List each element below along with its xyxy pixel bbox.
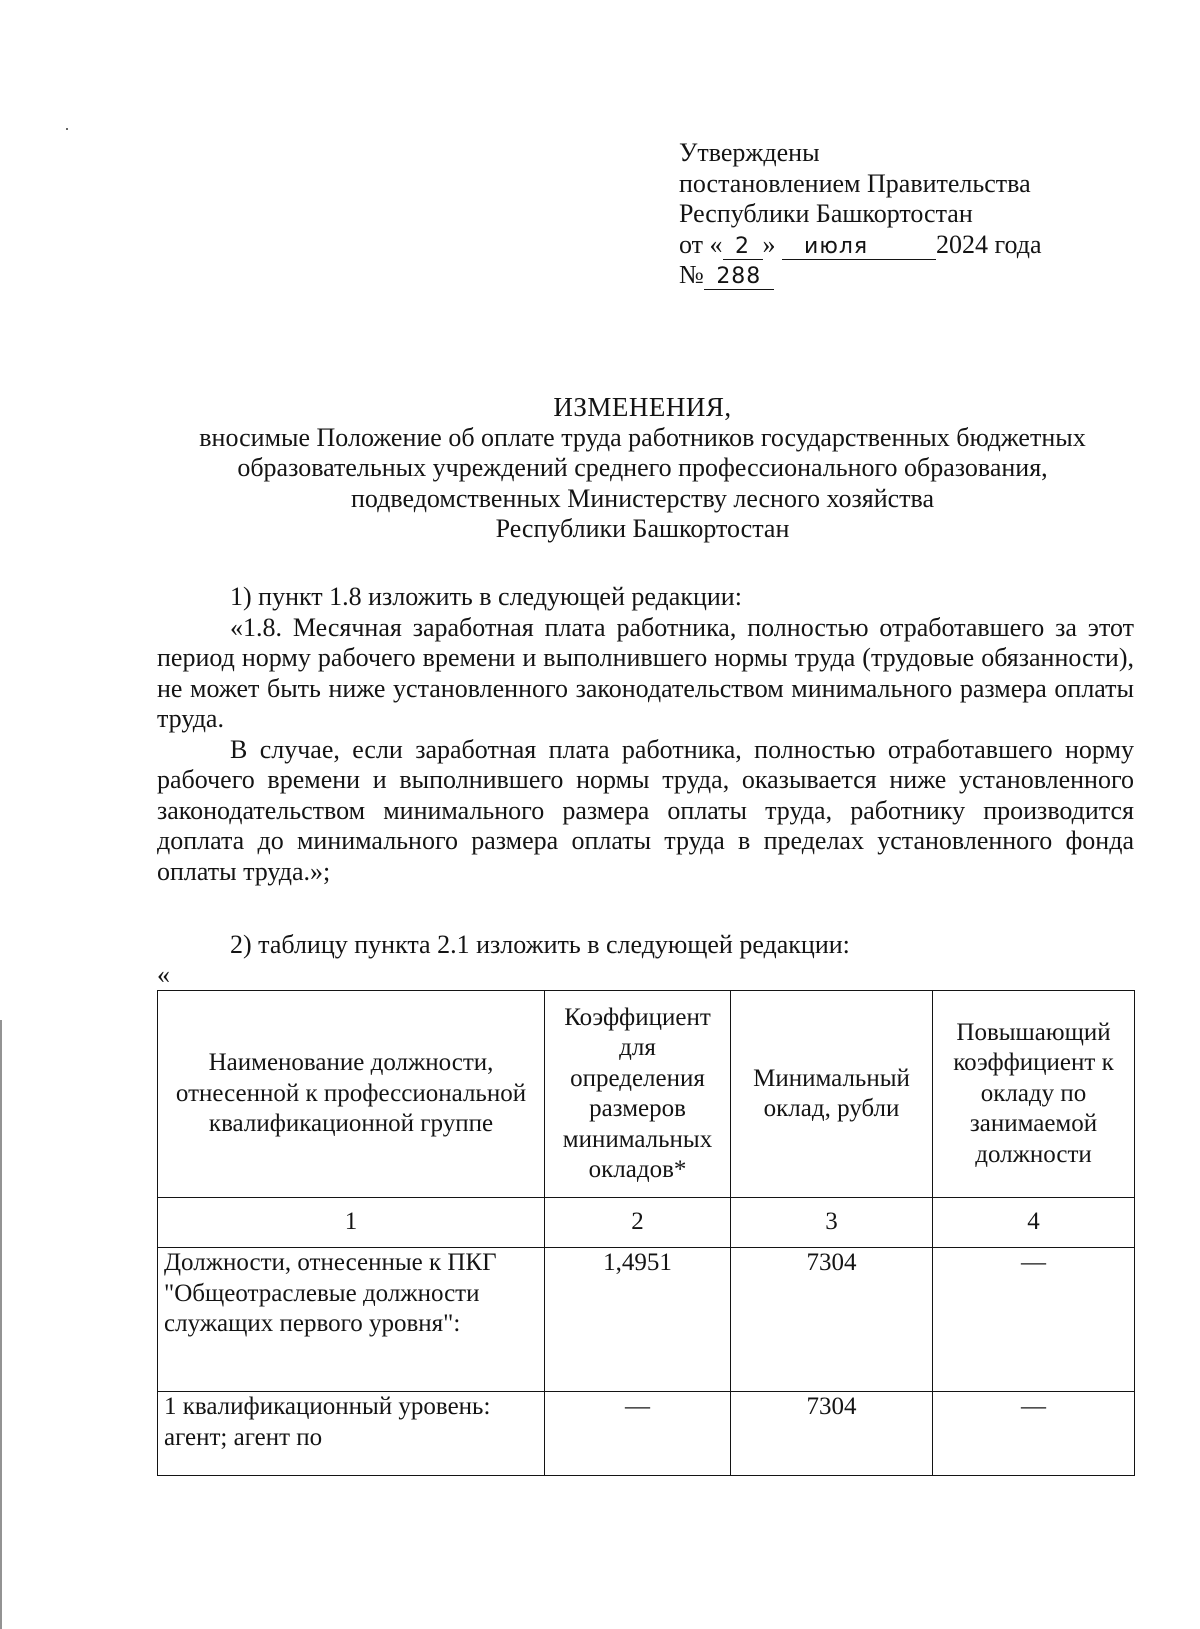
date-year: 2024 года bbox=[936, 229, 1042, 259]
scan-edge-shadow bbox=[0, 1020, 2, 1629]
approval-line-2: постановлением Правительства bbox=[679, 168, 1031, 198]
item-1-paragraph-2: В случае, если заработная плата работника, полностью отработавшего норму рабочего времени и выполнившего нормы труда, оказывается ниже установленного законодательством минимального размера оплаты труда, работнику производится доплата до минимального размера оплаты труда в пределах установленного фонда оплаты труда.»; bbox=[157, 734, 1134, 886]
cell-raising-coefficient: — bbox=[933, 1392, 1135, 1476]
date-prefix: от « bbox=[679, 229, 723, 259]
table-header-row bbox=[158, 991, 1135, 1198]
approval-number-line bbox=[679, 260, 1042, 291]
item-1-section bbox=[157, 582, 1134, 887]
salary-table bbox=[157, 990, 1135, 1476]
approval-date-line bbox=[679, 230, 1042, 261]
cell-position-name: Должности, отнесенные к ПКГ "Общеотраслевые должности служащих первого уровня": bbox=[158, 1248, 545, 1392]
approval-line-3: Республики Башкортостан bbox=[679, 199, 973, 228]
header-min-salary: Минимальный оклад, рубли bbox=[731, 991, 933, 1198]
header-position-name: Наименование должности, отнесенной к профессиональной квалификационной группе bbox=[158, 991, 545, 1198]
item-2-intro: 2) таблицу пункта 2.1 изложить в следующей редакции: bbox=[230, 930, 850, 959]
column-number: 1 bbox=[158, 1198, 545, 1248]
date-month: июля bbox=[782, 235, 936, 260]
cell-min-salary: 7304 bbox=[731, 1248, 933, 1392]
title-line-3: подведомственных Министерству лесного хозяйства bbox=[350, 483, 935, 513]
cell-coefficient: — bbox=[545, 1392, 731, 1476]
approval-stamp-block bbox=[679, 138, 1042, 291]
approval-line-1: Утверждены bbox=[679, 138, 820, 167]
title-line-1: вносимые Положение об оплате труда работников государственных бюджетных bbox=[199, 422, 1086, 452]
table-open-quote: « bbox=[157, 960, 170, 989]
title-line-4: Республики Башкортостан bbox=[495, 514, 790, 543]
title-main: ИЗМЕНЕНИЯ, bbox=[553, 392, 732, 422]
header-raising-coefficient: Повышающий коэффициент к окладу по занимаемой должности bbox=[933, 991, 1135, 1198]
scan-artifact bbox=[66, 128, 68, 130]
table-column-numbers-row bbox=[158, 1198, 1135, 1248]
title-line-2: образовательных учреждений среднего профессионального образования, bbox=[237, 453, 1048, 482]
number-value: 288 bbox=[704, 265, 774, 290]
document-title bbox=[150, 392, 1135, 545]
column-number: 4 bbox=[933, 1198, 1135, 1248]
column-number: 2 bbox=[545, 1198, 731, 1248]
column-number: 3 bbox=[731, 1198, 933, 1248]
cell-coefficient: 1,4951 bbox=[545, 1248, 731, 1392]
item-1-paragraph-1: «1.8. Месячная заработная плата работника, полностью отработавшего за этот период норму рабочего времени и выполнившего нормы труда (трудовые обязанности), не может быть ниже установленного законодательством минимального размера оплаты труда. bbox=[157, 612, 1134, 733]
cell-raising-coefficient: — bbox=[933, 1248, 1135, 1392]
date-mid: » bbox=[762, 229, 776, 259]
table-row bbox=[158, 1392, 1135, 1476]
cell-position-name: 1 квалификационный уровень: агент; агент по bbox=[158, 1392, 545, 1476]
cell-min-salary: 7304 bbox=[731, 1392, 933, 1476]
header-coefficient: Коэффициент для определения размеров минимальных окладов* bbox=[545, 991, 731, 1198]
table-row bbox=[158, 1248, 1135, 1392]
number-prefix: № bbox=[679, 260, 704, 289]
date-day: 2 bbox=[723, 235, 763, 260]
item-1-intro: 1) пункт 1.8 изложить в следующей редакции: bbox=[230, 582, 742, 611]
